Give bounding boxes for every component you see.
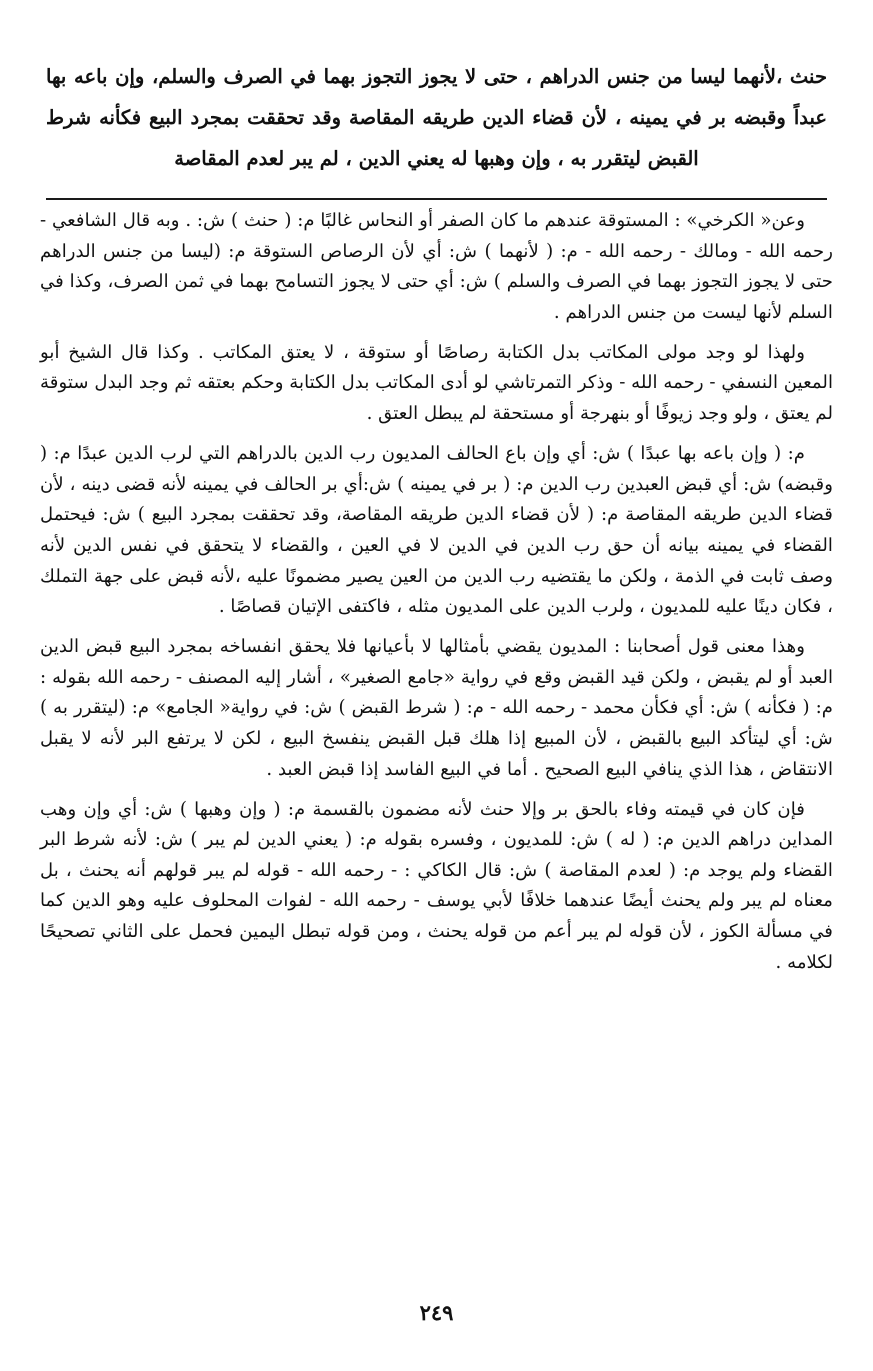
separator-rule xyxy=(46,198,827,200)
commentary-paragraph: وهذا معنى قول أصحابنا : المديون يقضي بأمثالها لا بأعيانها فلا يحقق انفساخه بمجرد البيع قبض الدين العبد أو لم يقبض ، ولكن قيد القبض وقع في رواية «جامع الصغير» ، أشار إليه المصنف - رحمه الله بقوله : م: ( فكأنه ) ش: أي فكأن محمد - رحمه الله - م: ( شرط القبض ) ش: في رواية« الجامع» م: (ليتقرر به ) ش: أي ليتأكد البيع بالقبض ، لأن المبيع إذا هلك قبل القبض ينفسخ البيع ، لكن لا يرتفع البر لأنه لا يقبل الانتقاض ، هذا الذي ينافي البيع الصحيح . أما في البيع الفاسد إذا قبض العبد . xyxy=(40,636,833,780)
commentary-paragraph: فإن كان في قيمته وفاء بالحق بر وإلا حنث لأنه مضمون بالقسمة م: ( وإن وهبها ) ش: أي وإن وهب المداين دراهم الدين م: ( له ) ش: للمديون ، وفسره بقوله م: ( يعني الدين لم يبر ) ش: لأنه شرط البر القضاء ولم يوجد م: ( لعدم المقاصة ) ش: قال الكاكي : - رحمه الله - قوله لم يبر قولهم أنه يحنث ، بل معناه لم يبر ولم يحنث أيضًا عندهما خلافًا لأبي يوسف - رحمه الله - لفوات المحلوف عليه وهو الدين كما في مسألة الكوز ، لأن قوله لم يبر أعم من قوله يحنث ، ومن قوله تبطل اليمين فحمل على الثاني تصحيحًا لكلامه . xyxy=(40,798,833,973)
commentary-paragraph: وعن« الكرخي» : المستوقة عندهم ما كان الصفر أو النحاس غالبًا م: ( حنث ) ش: . وبه قال الشافعي - رحمه الله - ومالك - رحمه الله - م: ( لأنهما ) ش: أي لأن الرصاص الستوقة م: (ليسا من جنس الدراهم حتى لا يجوز التجوز بهما في الصرف والسلم ) ش: أي حتى لا يجوز التسامح بهما في ثمن الصرف، وكذا في السلم لأنها ليست من جنس الدراهم . xyxy=(40,210,833,323)
commentary-section xyxy=(40,206,833,988)
page-number: ٢٤٩ xyxy=(419,1300,454,1325)
commentary-paragraph: ولهذا لو وجد مولى المكاتب بدل الكتابة رصاصًا أو ستوقة ، لا يعتق المكاتب . وكذا قال الشيخ أبو المعين النسفي - رحمه الله - وذكر التمرتاشي لو أدى المكاتب بدل الكتابة وحكم بعتقه ثم وجد البدل ستوقة لم يعتق ، ولو وجد زيوفًا أو بنهرجة أو مستحقة لم يبطل العتق . xyxy=(40,341,833,425)
commentary-paragraph: م: ( وإن باعه بها عبدًا ) ش: أي وإن باع الحالف المديون رب الدين بالدراهم التي لرب الدين عبدًا م: ( وقبضه) ش: أي قبض العبدين رب الدين م: ( بر في يمينه ) ش:أي بر الحالف في يمينه لأنه قضى دينه ، لأن قضاء الدين طريقه المقاصة م: ( لأن قضاء الدين طريقه المقاصة، وقد تحققت بمجرد البيع ) ش: فيحتمل القضاء في يمينه بيانه أن حق رب الدين في الدين لا في العين ، والقضاء لا يتحقق في نفس الدين لأنه وصف ثابت في الذمة ، ولكن ما يقتضيه رب الدين من العين يصير مضمونًا عليه ،لأنه قبض على جهة التملك ، فكان دينًا عليه للمديون ، ولرب الدين على المديون مثله ، فاكتفى الإتيان قصاصًا . xyxy=(40,443,833,618)
main-text-matn: حنث ،لأنهما ليسا من جنس الدراهم ، حتى لا يجوز التجوز بهما في الصرف والسلم، وإن باعه بها عبداً وقبضه بر في يمينه ، لأن قضاء الدين طريقه المقاصة وقد تحققت بمجرد البيع فكأنه شرط القبض ليتقرر به ، وإن وهبها له يعني الدين ، لم يبر لعدم المقاصة xyxy=(46,65,827,170)
